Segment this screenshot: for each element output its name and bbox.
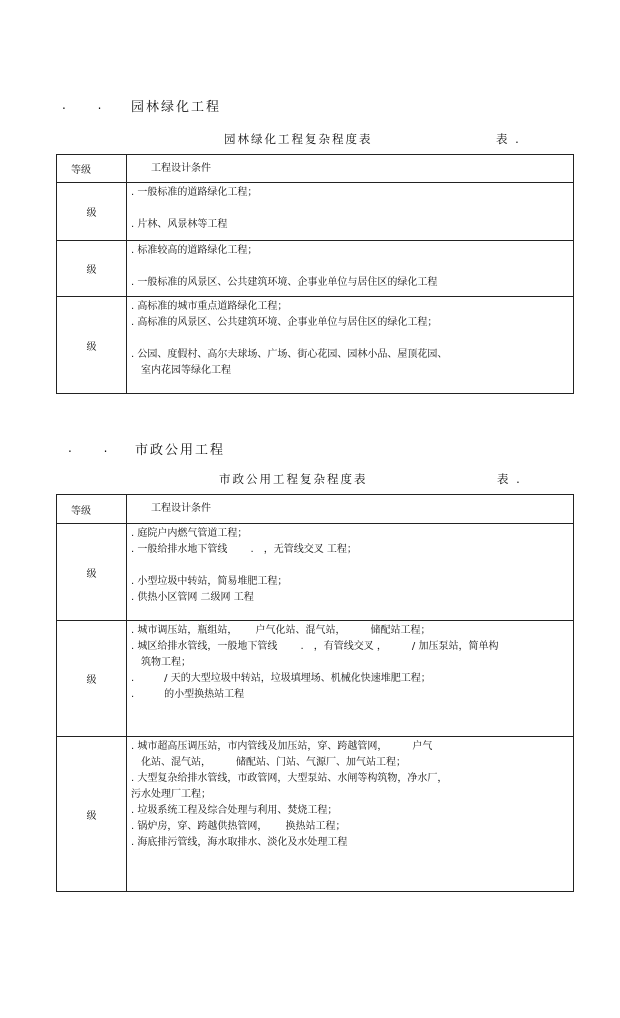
condition-line: . 片林、风景林等工程: [131, 219, 228, 230]
table-row: [57, 524, 574, 621]
condition-line: . / 天的大型垃圾中转站，垃圾填埋场、机械化快速堆肥工程；: [131, 673, 431, 684]
condition-line: . 庭院户内燃气管道工程；: [131, 528, 248, 539]
condition-line: . 锅炉房，穿、跨越供热管网， 换热站工程；: [131, 821, 346, 832]
grade-cell: 级: [57, 241, 127, 296]
condition-line: . 城市超高压调压站，市内管线及加压站，穿、跨越管网， 户气: [131, 741, 433, 752]
grade-cell: 级: [57, 297, 127, 393]
grade-cell: 级: [57, 524, 127, 620]
condition-line: . 标准较高的道路绿化工程；: [131, 245, 258, 256]
condition-line: 化站、混气站， 储配站、门站、气源厂、加气站工程；: [141, 757, 406, 768]
section2-heading: 市政公用工程: [135, 443, 226, 458]
conditions-cell: [127, 241, 574, 296]
condition-line: 污水处理厂工程；: [131, 789, 211, 800]
table-row: [57, 737, 574, 892]
table-header-row: [57, 495, 574, 524]
conditions-cell: [127, 737, 574, 891]
table-row: [57, 621, 574, 737]
table-row: [57, 183, 574, 241]
condition-line: . 海底排污管线，海水取排水、淡化及水处理工程: [131, 837, 348, 848]
section1-table: [56, 154, 574, 394]
section2-caption: 市政公用工程复杂程度表: [219, 472, 368, 486]
condition-line: . 供热小区管网 二级网 工程: [131, 592, 254, 603]
conditions-header: 工程设计条件: [127, 155, 574, 182]
condition-line: . 一般标准的道路绿化工程；: [131, 187, 258, 198]
section1-heading: 园林绿化工程: [131, 100, 222, 115]
condition-line: . 的小型换热站工程: [131, 689, 245, 700]
condition-line: [131, 259, 573, 275]
condition-line: [131, 201, 573, 217]
condition-line: . 城区给排水管线，一般地下管线 . ，有管线交叉 ， / 加压泵站，简单构: [131, 641, 499, 652]
condition-line: . 垃圾系统工程及综合处理与利用、焚烧工程；: [131, 805, 338, 816]
section1-caption: 园林绿化工程复杂程度表: [224, 132, 373, 146]
conditions-cell: [127, 297, 574, 393]
condition-line: . 城市调压站，瓶组站， 户气化站、混气站， 储配站工程；: [131, 625, 431, 636]
condition-line: [131, 558, 573, 574]
grade-cell: 级: [57, 737, 127, 891]
condition-line: . 公园、度假村、高尔夫球场、广场、街心花园、园林小品、屋顶花园、: [131, 349, 448, 360]
grade-cell: 级: [57, 621, 127, 736]
grade-header: 等级: [57, 155, 127, 182]
condition-line: . 小型垃圾中转站，简易堆肥工程；: [131, 576, 288, 587]
grade-cell: 级: [57, 183, 127, 240]
condition-line: . 一般给排水地下管线 . ，无管线交叉 工程；: [131, 544, 357, 555]
conditions-cell: [127, 621, 574, 736]
condition-line: . 高标准的风景区、公共建筑环境、企事业单位与居住区的绿化工程；: [131, 317, 438, 328]
section1-dots: . .: [62, 98, 116, 112]
conditions-cell: [127, 183, 574, 240]
condition-line: . 高标准的城市重点道路绿化工程；: [131, 301, 288, 312]
section2-table-number: 表 .: [497, 472, 522, 486]
section2-dots: . .: [68, 441, 122, 455]
condition-line: [131, 331, 573, 347]
condition-line: 室内花园等绿化工程: [141, 365, 231, 376]
condition-line: 筑物工程；: [141, 657, 191, 668]
table-row: [57, 297, 574, 394]
condition-line: . 一般标准的风景区、公共建筑环境、企事业单位与居住区的绿化工程: [131, 277, 438, 288]
grade-header: 等级: [57, 495, 127, 523]
conditions-header: 工程设计条件: [127, 495, 574, 523]
condition-line: . 大型复杂给排水管线，市政管网，大型泵站、水闸等构筑物，净水厂，: [131, 773, 448, 784]
table-header-row: [57, 155, 574, 183]
table-row: [57, 241, 574, 297]
section2-table: [56, 494, 574, 892]
section1-table-number: 表 .: [496, 132, 521, 146]
conditions-cell: [127, 524, 574, 620]
